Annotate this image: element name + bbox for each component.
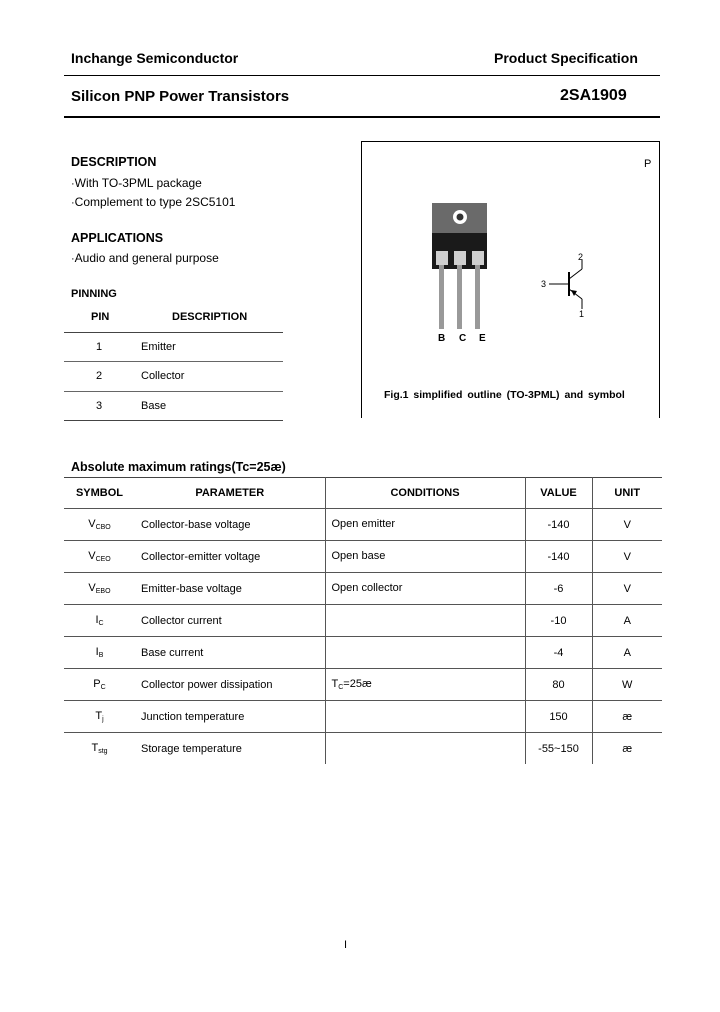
description-item <box>71 174 202 192</box>
parameter-cell: Base current <box>141 646 204 659</box>
col-header-value: VALUE <box>525 478 592 509</box>
description-item <box>71 193 235 211</box>
table-row <box>64 541 662 573</box>
symbol-cell <box>64 669 135 701</box>
value-cell: 150 <box>525 701 592 733</box>
header-rule-bottom <box>64 116 660 118</box>
pin-number: 3 <box>96 400 103 412</box>
table-row <box>64 669 662 701</box>
symbol-letter: V <box>88 582 96 594</box>
symbol-letter: T <box>91 742 99 754</box>
unit-cell: V <box>592 541 662 573</box>
condition-text: Open collector <box>331 582 403 594</box>
figure-caption: Fig.1 simplified outline (TO-3PML) and symbol <box>384 389 625 401</box>
lead-label-b: B <box>438 333 446 344</box>
parameter-cell: Collector current <box>141 614 222 627</box>
symbol-subscript: C <box>100 684 106 691</box>
symbol-letter: V <box>88 518 96 530</box>
table-row <box>64 733 662 765</box>
applications-text: Audio and general purpose <box>74 251 219 265</box>
col-header-conditions: CONDITIONS <box>325 478 525 509</box>
condition-subscript: C <box>338 684 344 691</box>
symbol-cell <box>64 637 135 669</box>
conditions-cell <box>325 573 525 605</box>
table-row <box>64 605 662 637</box>
unit-cell: A <box>592 605 662 637</box>
conditions-cell <box>325 669 525 701</box>
bullet-glyph: · <box>71 178 75 190</box>
parameter-cell: Collector power dissipation <box>141 678 273 691</box>
table-row <box>64 573 662 605</box>
parameter-cell: Collector-base voltage <box>141 518 251 531</box>
applications-item <box>71 249 219 267</box>
symbol-letter: I <box>95 646 99 658</box>
pinning-title: PINNING <box>71 288 117 300</box>
symbol-pin-1: 1 <box>579 309 585 319</box>
value-cell: -55~150 <box>525 733 592 765</box>
table-row <box>64 509 662 541</box>
symbol-subscript: CBO <box>95 524 111 531</box>
parameter-cell: Emitter-base voltage <box>141 582 242 595</box>
pin-number: 2 <box>96 370 103 382</box>
symbol-cell <box>64 509 135 541</box>
conditions-cell <box>325 733 525 765</box>
table-header-row <box>64 478 662 509</box>
value-cell: -4 <box>525 637 592 669</box>
unit-cell: W <box>592 669 662 701</box>
symbol-subscript: CEO <box>95 556 111 563</box>
symbol-subscript: C <box>98 620 104 627</box>
pin-rule <box>64 391 283 392</box>
col-header-symbol: SYMBOL <box>75 487 124 499</box>
symbol-letter: I <box>95 614 99 626</box>
symbol-letter: P <box>93 678 101 690</box>
value-cell: -10 <box>525 605 592 637</box>
unit-cell: V <box>592 573 662 605</box>
company-name: Inchange Semiconductor <box>71 50 239 66</box>
pin-number: 1 <box>96 341 103 353</box>
conditions-cell <box>325 701 525 733</box>
symbol-cell <box>64 541 135 573</box>
description-text: With TO-3PML package <box>74 176 202 190</box>
parameter-cell: Collector-emitter voltage <box>141 550 261 563</box>
conditions-cell <box>325 541 525 573</box>
symbol-subscript: stg <box>98 748 108 755</box>
figure-corner-mark: P <box>644 158 652 170</box>
unit-cell: æ <box>592 701 662 733</box>
to3pml-package-icon <box>422 197 502 337</box>
parameter-cell: Junction temperature <box>141 710 245 723</box>
unit-cell: æ <box>592 733 662 765</box>
symbol-letter: V <box>88 550 96 562</box>
doc-type: Product Specification <box>494 50 638 66</box>
table-row <box>64 637 662 669</box>
applications-title: APPLICATIONS <box>71 231 164 245</box>
product-line: Silicon PNP Power Transistors <box>71 88 290 105</box>
symbol-cell <box>64 573 135 605</box>
pin-desc: Emitter <box>141 341 176 353</box>
symbol-subscript: B <box>98 652 104 659</box>
symbol-subscript: EBO <box>95 588 111 595</box>
conditions-cell <box>325 509 525 541</box>
condition-text: T <box>331 678 339 690</box>
description-title: DESCRIPTION <box>71 155 157 169</box>
conditions-cell <box>325 637 525 669</box>
symbol-pin-2: 2 <box>578 252 584 262</box>
lead-label-e: E <box>479 333 486 344</box>
pin-desc: Base <box>141 400 167 412</box>
figure-box <box>361 141 660 418</box>
symbol-cell <box>64 733 135 765</box>
symbol-cell <box>64 605 135 637</box>
pin-rule <box>64 361 283 362</box>
ratings-title-suffix: æ) <box>270 460 286 474</box>
conditions-cell <box>325 605 525 637</box>
table-row <box>64 701 662 733</box>
symbol-pin-3: 3 <box>541 279 547 289</box>
col-header-parameter: PARAMETER <box>195 487 265 499</box>
pin-rule <box>64 332 283 333</box>
unit-cell: A <box>592 637 662 669</box>
symbol-cell <box>64 701 135 733</box>
bullet-glyph: · <box>71 197 75 209</box>
parameter-cell: Storage temperature <box>141 742 242 755</box>
ratings-table <box>64 477 662 764</box>
symbol-subscript: j <box>102 716 104 723</box>
page-number: I <box>344 939 348 951</box>
value-cell: 80 <box>525 669 592 701</box>
bullet-glyph: · <box>71 253 75 265</box>
ratings-title-text: Absolute maximum ratings(Tc=25 <box>71 460 271 474</box>
header-rule-top <box>64 75 660 76</box>
condition-text: Open base <box>331 550 386 562</box>
pin-rule <box>64 420 283 421</box>
pin-header-description: DESCRIPTION <box>172 311 248 323</box>
condition-tail: =25æ <box>343 678 372 690</box>
pin-header-pin: PIN <box>91 311 110 323</box>
value-cell: -6 <box>525 573 592 605</box>
value-cell: -140 <box>525 509 592 541</box>
part-number: 2SA1909 <box>560 87 627 104</box>
unit-cell: V <box>592 509 662 541</box>
pnp-transistor-symbol-icon <box>547 257 597 312</box>
ratings-title <box>71 460 286 474</box>
description-text: Complement to type 2SC5101 <box>74 195 236 209</box>
pin-desc: Collector <box>141 370 185 382</box>
value-cell: -140 <box>525 541 592 573</box>
lead-label-c: C <box>459 333 467 344</box>
condition-text: Open emitter <box>331 518 396 530</box>
symbol-letter: T <box>95 710 103 722</box>
col-header-unit: UNIT <box>592 478 662 509</box>
